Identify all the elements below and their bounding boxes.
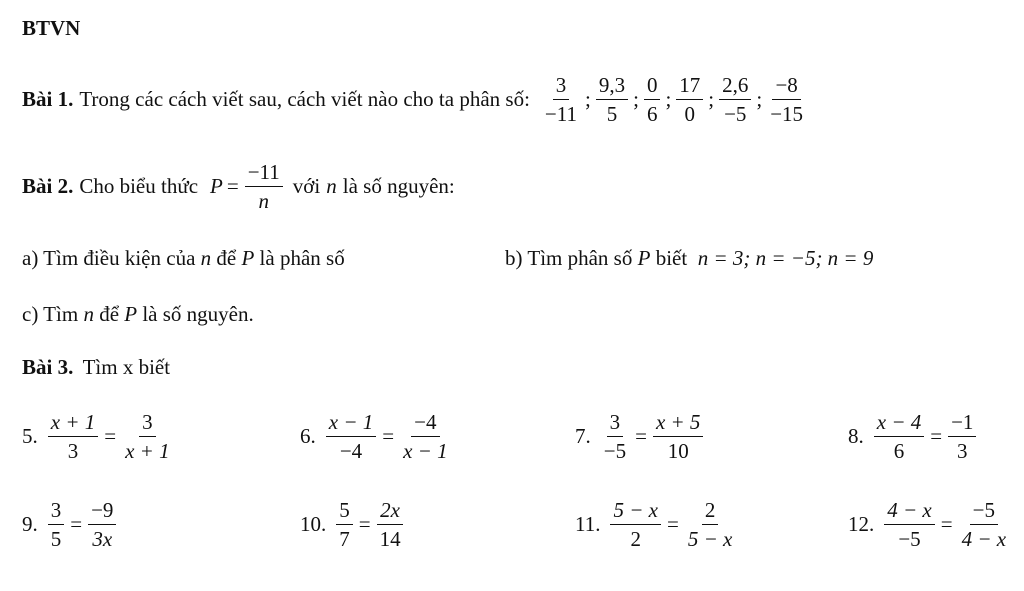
- equation-8: 8. $\frac{x - 4}{6}$ = $\frac{-1}{3}$: [848, 411, 978, 462]
- equation-9: 9. $\frac{3}{5}$ = $\frac{-9}{3x}$: [22, 499, 118, 550]
- page-heading: BTVN: [22, 16, 81, 40]
- fraction: $\frac{0}{6}$: [644, 74, 661, 125]
- exercise-2: Bài 2. Cho biểu thức P = $\frac{-11}{n}$ với n là số nguyên:: [22, 160, 455, 214]
- fraction: $\frac{3}{-11}$: [544, 73, 577, 127]
- equation-5: 5. $\frac{x + 1}{3}$ = $\frac{3}{x + 1}$: [22, 410, 170, 464]
- exercise-1-text: Trong các cách viết sau, cách viết nào cho ta phân số:: [79, 87, 530, 112]
- fraction: $\frac{9,3}{5}$: [596, 74, 628, 125]
- equation-6: 6. $\frac{x - 1}{-4}$ = $\frac{-4}{x - 1}$: [300, 410, 448, 464]
- fraction: $\frac{-11}{n}$: [245, 161, 283, 212]
- exercise-1-label: Bài 1.: [22, 87, 74, 112]
- fraction: $\frac{-8}{-15}$: [770, 73, 804, 127]
- exercise-1: Bài 1. Trong các cách viết sau, cách viết nào cho ta phân số: $\frac{3}{-11}$ ; $\frac{9,3}{5}$ ; $\frac{0}{6}$ ; $\frac{17}{0}$ ; $\frac{2,6}{-5}$ ; $\frac{-8}{-15}$: [22, 74, 808, 125]
- fraction: $\frac{17}{0}$: [676, 74, 703, 125]
- exercise-3-label: Bài 3.: [22, 355, 74, 379]
- equation-12: 12. $\frac{4 - x}{-5}$ = $\frac{-5}{4 - x}$: [848, 498, 1007, 552]
- equation-11: 11. $\frac{5 - x}{2}$ = $\frac{2}{5 - x}$: [575, 498, 733, 552]
- exercise-2-part-b: b) Tìm phân số P biết n = 3; n = −5; n = 9: [505, 246, 874, 270]
- equation-10: 10. $\frac{5}{7}$ = $\frac{2x}{14}$: [300, 499, 406, 550]
- exercise-2-part-c: c) Tìm n để P là số nguyên.: [22, 302, 254, 326]
- exercise-2-part-a: a) Tìm điều kiện của n để P là phân số: [22, 246, 345, 270]
- fraction: $\frac{2,6}{-5}$: [719, 74, 751, 125]
- equation-7: 7. $\frac{3}{-5}$ = $\frac{x + 5}{10}$: [575, 411, 705, 462]
- exercise-3: Bài 3. Tìm x biết: [22, 355, 171, 379]
- exercise-2-label: Bài 2.: [22, 174, 74, 199]
